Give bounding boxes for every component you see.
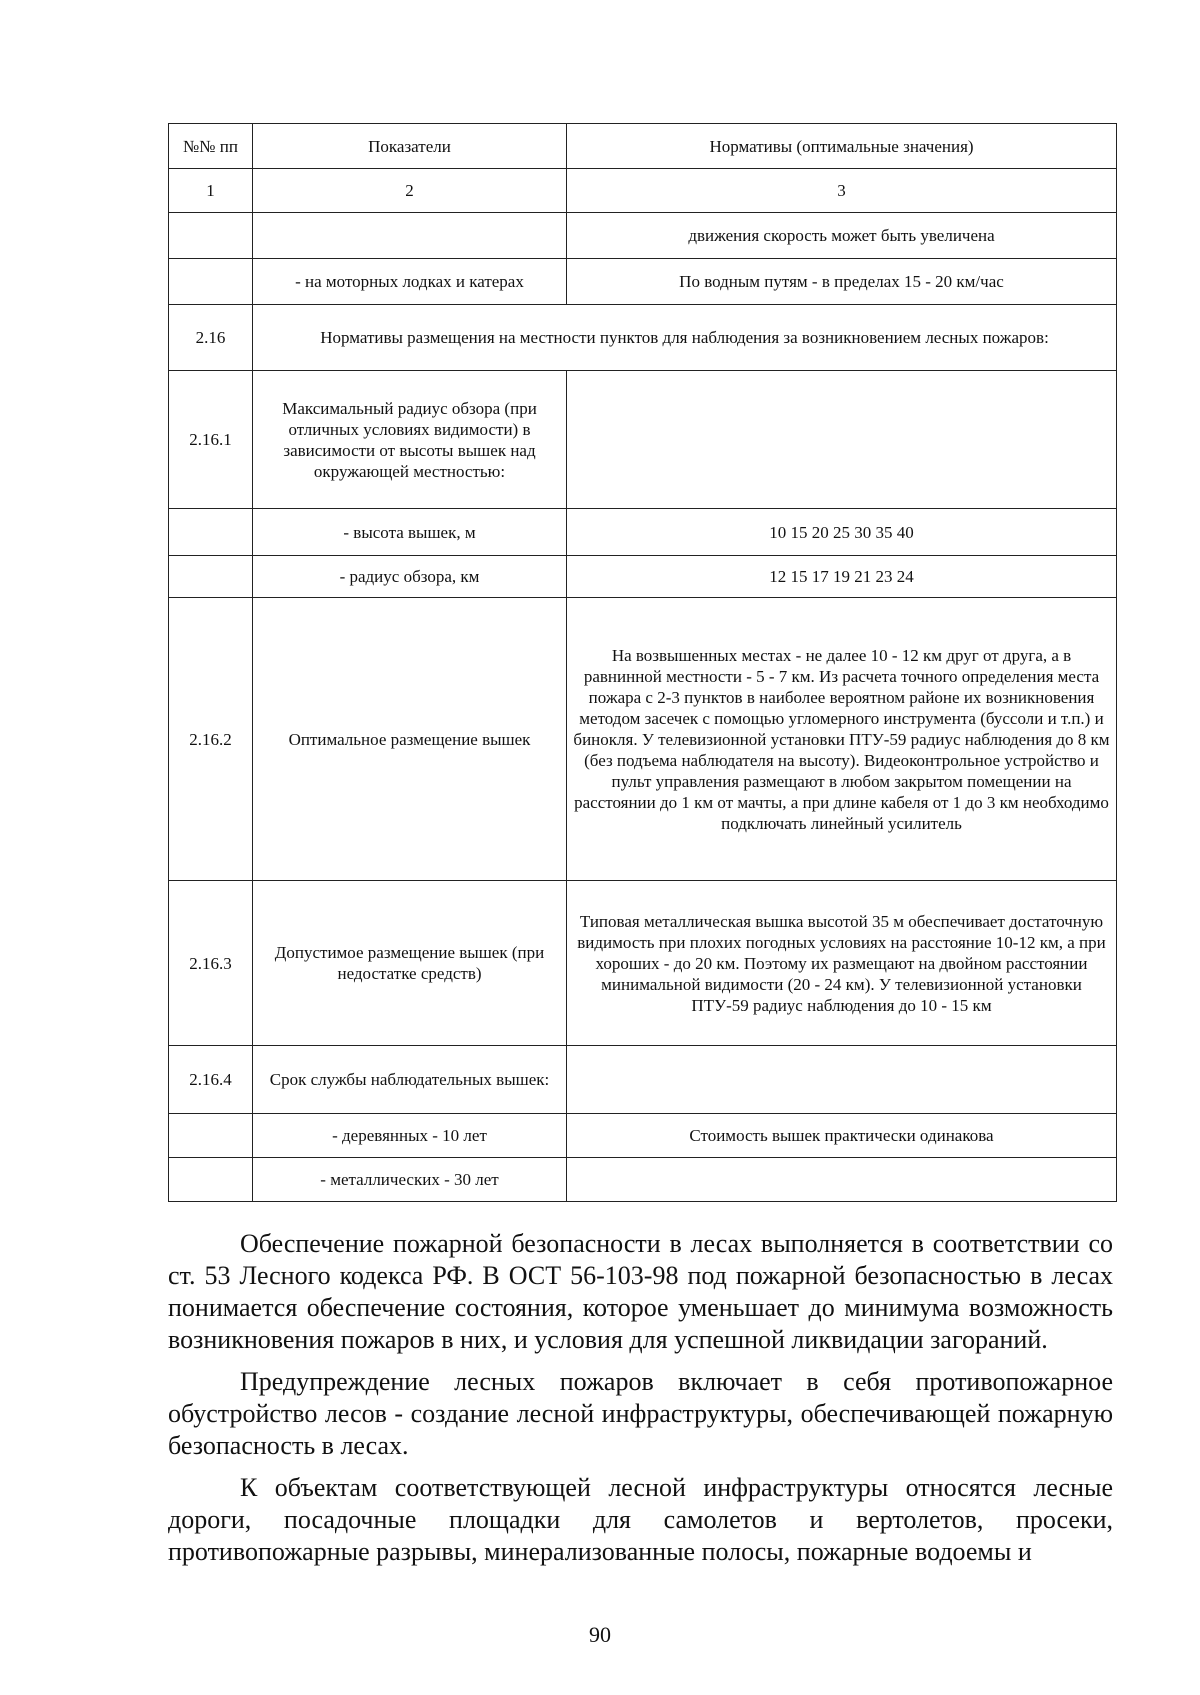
row-norm-cell: 12 15 17 19 21 23 24 [567,556,1117,598]
row-indicator-cell: Допустимое размещение вышек (при недостатке средств) [253,881,567,1046]
row-indicator-cell: Срок службы наблюдательных вышек: [253,1046,567,1114]
table-row [169,881,1117,1046]
row-number-cell: 2.16.2 [169,598,253,881]
row-norm-cell: Типовая металлическая вышка высотой 35 м обеспечивает достаточную видимость при плохих погодных условиях на расстояние 10-12 км, а при хороших - до 20 км. Поэтому их размещают на двойном расстоянии минимальной видимости (20 - 24 км). У телевизионной установки ПТУ-59 радиус наблюдения до 10 - 15 км [567,881,1117,1046]
row-number-cell: 2.16.3 [169,881,253,1046]
row-number-cell [169,1158,253,1202]
row-norm-cell: По водным путям - в пределах 15 - 20 км/час [567,259,1117,305]
header-cell-indicators: Показатели [253,124,567,169]
section-heading-cell: Нормативы размещения на местности пунктов для наблюдения за возникновением лесных пожаров: [253,305,1117,371]
body-text [168,1228,1113,1578]
row-indicator-cell: - деревянных - 10 лет [253,1114,567,1158]
row-number-cell: 2.16 [169,305,253,371]
row-indicator-cell: - радиус обзора, км [253,556,567,598]
table-row [169,371,1117,509]
paragraph: Предупреждение лесных пожаров включает в себя противопожарное обустройство лесов - создание лесной инфраструктуры, обеспечивающей пожарную безопасность в лесах. [168,1367,1113,1460]
row-number-cell: 2.16.4 [169,1046,253,1114]
paragraph: Обеспечение пожарной безопасности в лесах выполняется в соответствии со ст. 53 Лесного кодекса РФ. В ОСТ 56-103-98 под пожарной безопасностью в лесах понимается обеспечение состояния, которое уменьшает до минимума возможность возникновения пожаров в них, и условия для успешной ликвидации загораний. [168,1229,1113,1354]
row-norm-cell: На возвышенных местах - не далее 10 - 12 км друг от друга, а в равнинной местности - 5 - 7 км. Из расчета точного определения места пожара с 2-3 пунктов в наиболее вероятном районе их возникновения методом засечек с помощью угломерного инструмента (буссоли и т.п.) и бинокля. У телевизионной установки ПТУ-59 радиус наблюдения до 8 км (без подъема наблюдателя на высоту). Видеоконтрольное устройство и пульт управления размещают в любом закрытом помещении на расстоянии до 1 км от мачты, а при длине кабеля от 1 до 3 км необходимо подключать линейный усилитель [567,598,1117,881]
row-norm-cell [567,371,1117,509]
row-norm-cell: Стоимость вышек практически одинакова [567,1114,1117,1158]
row-indicator-cell: - на моторных лодках и катерах [253,259,567,305]
header-cell-number: №№ пп [169,124,253,169]
row-indicator-cell [253,213,567,259]
table-row [169,213,1117,259]
row-norm-cell [567,1158,1117,1202]
header-cell-norms: Нормативы (оптимальные значения) [567,124,1117,169]
row-number-cell [169,1114,253,1158]
row-norm-cell: 10 15 20 25 30 35 40 [567,509,1117,556]
row-number-cell [169,509,253,556]
row-indicator-cell: Оптимальное размещение вышек [253,598,567,881]
row-indicator-cell: Максимальный радиус обзора (при отличных условиях видимости) в зависимости от высоты вышек над окружающей местностью: [253,371,567,509]
table-row [169,556,1117,598]
table-row [169,598,1117,881]
row-indicator-cell: - высота вышек, м [253,509,567,556]
table-header-row [169,124,1117,169]
table-row [169,259,1117,305]
row-indicator-cell: - металлических - 30 лет [253,1158,567,1202]
paragraph: К объектам соответствующей лесной инфраструктуры относятся лесные дороги, посадочные площадки для самолетов и вертолетов, просеки, противопожарные разрывы, минерализованные полосы, пожарные водоемы и [168,1473,1113,1566]
row-norm-cell [567,1046,1117,1114]
table-row [169,1158,1117,1202]
row-number-cell [169,213,253,259]
column-number-row [169,169,1117,213]
table-row [169,509,1117,556]
column-number-cell: 2 [253,169,567,213]
table-row [169,305,1117,371]
norms-table [168,123,1117,1202]
row-number-cell [169,556,253,598]
table-row [169,1114,1117,1158]
row-number-cell: 2.16.1 [169,371,253,509]
row-number-cell [169,259,253,305]
page-number: 90 [589,1622,611,1647]
row-norm-cell: движения скорость может быть увеличена [567,213,1117,259]
table-row [169,1046,1117,1114]
column-number-cell: 3 [567,169,1117,213]
column-number-cell: 1 [169,169,253,213]
